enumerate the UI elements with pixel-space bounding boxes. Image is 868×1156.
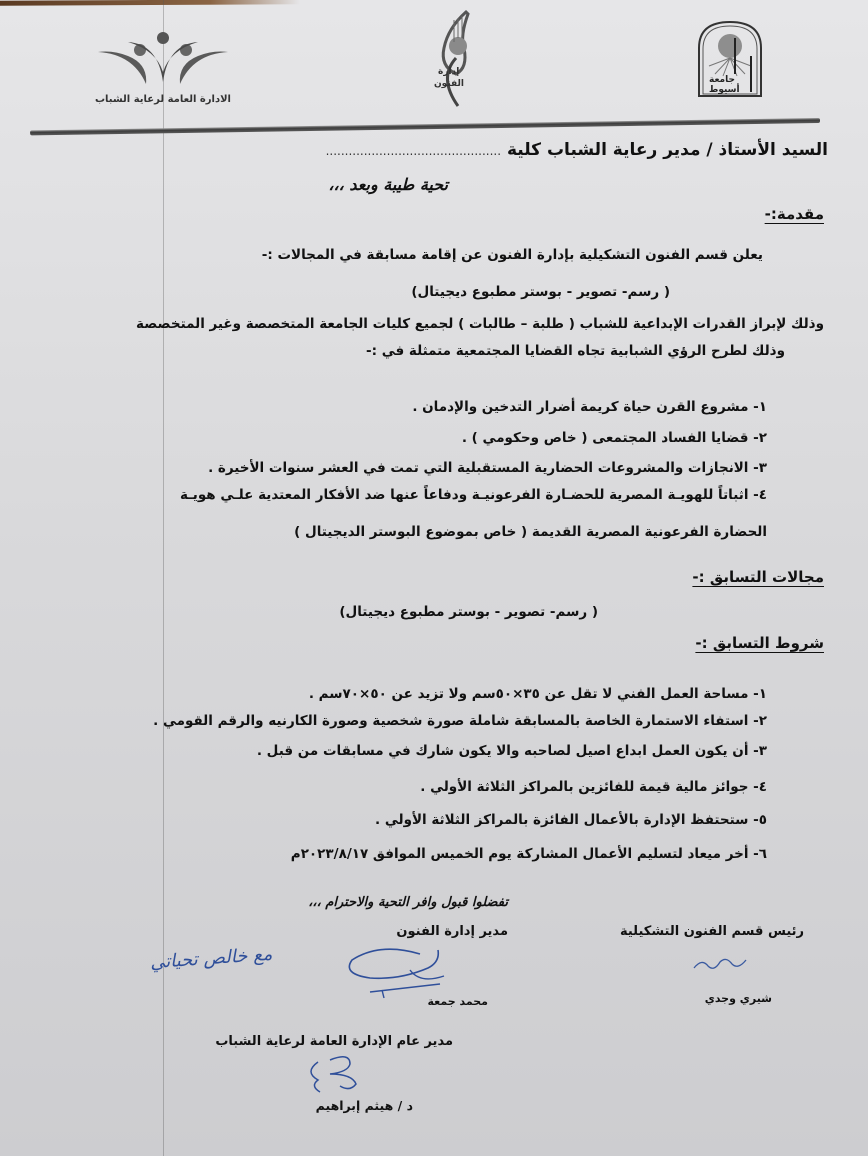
topic-item: ٤- اثباتاً للهويـة المصرية للحضـارة الفرعونيـة ودفاعاً عنها ضد الأفكار المعتدية علـي هويـة xyxy=(179,487,767,503)
handwritten-note: مع خالص تحياتي xyxy=(149,943,273,974)
arts-manager-signature-icon xyxy=(340,940,450,1000)
condition-item: ٤- جوائز مالية قيمة للفائزين بالمراكز الثلاثة الأولي . xyxy=(420,779,767,795)
university-emblem-icon xyxy=(695,18,765,98)
svg-text:إدارة: إدارة xyxy=(438,67,460,77)
youth-care-logo xyxy=(88,28,238,105)
intro-topics-lead: وذلك لطرح الرؤي الشبابية تجاه القضايا المجتمعية متمثلة في :- xyxy=(366,343,785,359)
condition-item: ٣- أن يكون العمل ابداع اصيل لصاحبه والا يكون شارك في مسابقات من قبل . xyxy=(256,743,767,759)
intro-heading: مقدمة:- xyxy=(764,205,824,223)
paper-fold-line xyxy=(163,0,164,1156)
intro-purpose: وذلك لإبراز القدرات الإبداعية للشباب ( طلبة – طالبات ) لجميع كليات الجامعة المتخصصة وغير المتخصصة xyxy=(136,316,824,332)
topic-item: ٢- قضايا الفساد المجتمعى ( خاص وحكومي ) . xyxy=(461,430,767,446)
condition-item: ٥- ستحتفظ الإدارة بالأعمال الفائزة بالمراكز الثلاثة الأولي . xyxy=(375,812,767,828)
addressee-line xyxy=(326,140,828,160)
svg-text:أسيوط: أسيوط xyxy=(709,85,740,95)
intro-fields: ( رسم- تصوير - بوستر مطبوع ديجيتال) xyxy=(411,284,670,300)
closing-line: تفضلوا قبول وافر التحية والاحترام ،،، xyxy=(308,895,508,910)
condition-item-deadline: ٦- أخر ميعاد لتسليم الأعمال المشاركة يوم الخميس الموافق ٢٠٢٣/٨/١٧م xyxy=(290,846,767,862)
svg-text:الفنون: الفنون xyxy=(434,79,464,89)
youth-care-caption: الادارة العامة لرعاية الشباب xyxy=(94,94,231,105)
general-manager-title: مدير عام الإدارة العامة لرعاية الشباب xyxy=(215,1034,453,1049)
fields-heading: مجالات التسابق :- xyxy=(692,568,824,586)
youth-figures-icon xyxy=(88,28,238,88)
header-divider xyxy=(30,118,820,135)
topic-item: ٣- الانجازات والمشروعات الحضارية المستقبلية التي تمت في العشر سنوات الأخيرة . xyxy=(208,460,767,476)
intro-paragraph: يعلن قسم الفنون التشكيلية بإدارة الفنون عن إقامة مسابقة في المجالات :- xyxy=(261,247,763,263)
harp-music-icon xyxy=(408,8,498,108)
condition-item: ١- مساحة العمل الفني لا تقل عن ٣٥×٥٠سم ولا تزيد عن ٥٠×٧٠سم . xyxy=(308,686,767,702)
arts-manager-name: محمد جمعة xyxy=(427,995,488,1008)
greeting: تحية طيبة وبعد ،،، xyxy=(328,175,448,194)
arts-admin-logo xyxy=(408,8,498,112)
desk-edge xyxy=(0,0,300,6)
general-manager-name: د / هيثم إبراهيم xyxy=(315,1098,413,1113)
head-of-department-title: رئيس قسم الفنون التشكيلية xyxy=(619,924,804,939)
addressee-blank: .............................................. xyxy=(325,144,502,158)
topic-item: ١- مشروع القرن حياة كريمة أضرار التدخين والإدمان . xyxy=(412,399,767,415)
assiut-university-logo xyxy=(695,18,765,102)
general-manager-signature-icon xyxy=(300,1050,360,1096)
conditions-heading: شروط التسابق :- xyxy=(695,634,824,652)
head-of-department-name: شيري وجدي xyxy=(704,992,772,1005)
svg-text:جامعة: جامعة xyxy=(709,75,735,85)
condition-item: ٢- استفاء الاستمارة الخاصة بالمسابقة شاملة صورة شخصية وصورة الكارنيه والرقم القومي . xyxy=(153,713,767,729)
topic-item-continued: الحضارة الفرعونية المصرية القديمة ( خاص بموضوع البوستر الديجيتال ) xyxy=(294,524,767,540)
arts-manager-title: مدير إدارة الفنون xyxy=(396,924,508,939)
head-of-department-signature-icon xyxy=(690,950,750,980)
fields-list: ( رسم- تصوير - بوستر مطبوع ديجيتال) xyxy=(339,604,598,620)
addressee-text: السيد الأستاذ / مدير رعاية الشباب كلية xyxy=(506,140,828,160)
